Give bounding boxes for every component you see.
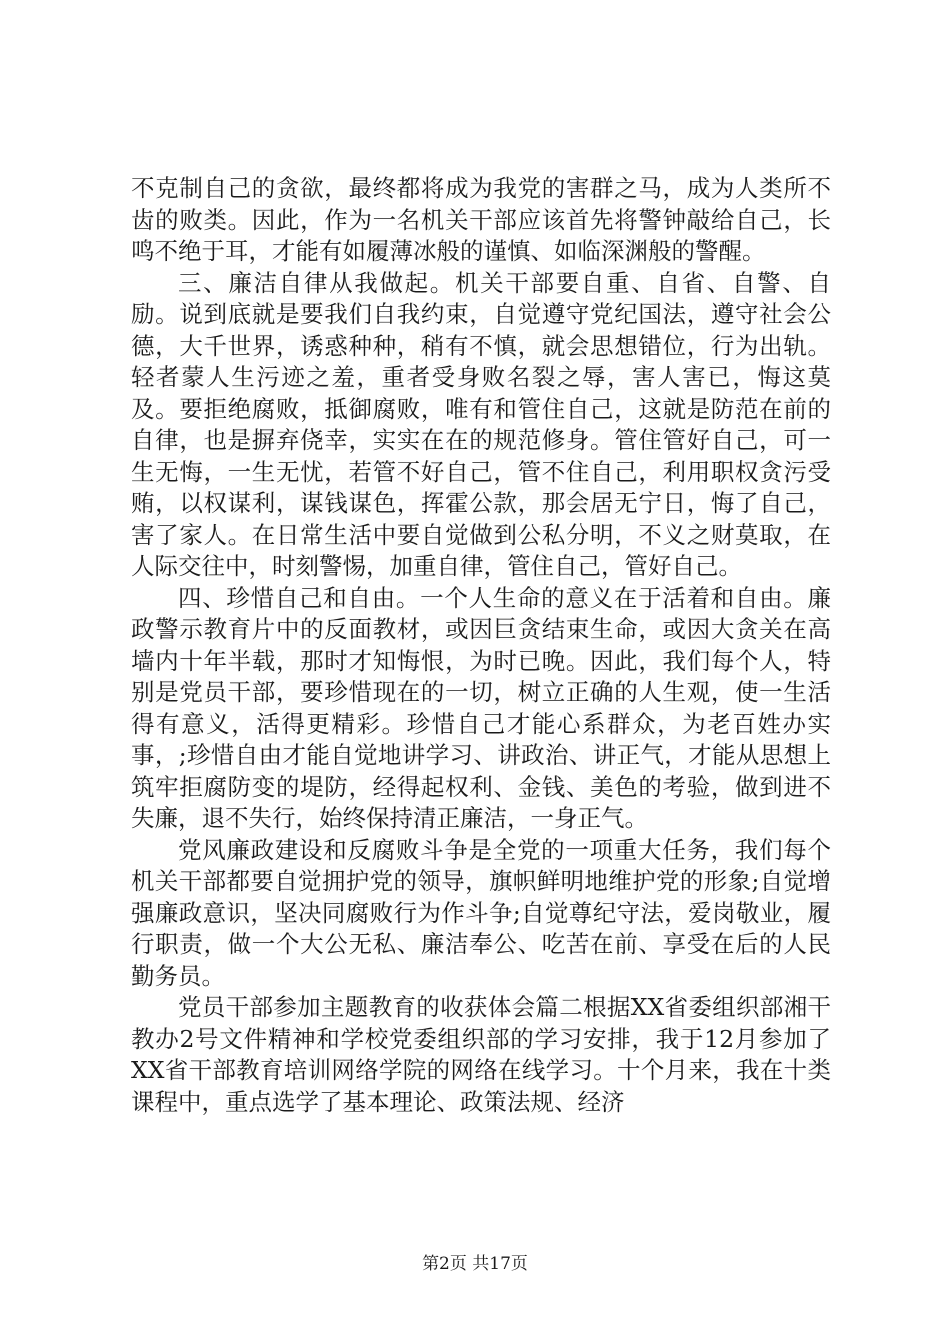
paragraph-conclusion: 党风廉政建设和反腐败斗争是全党的一项重大任务，我们每个机关干部都要自觉拥护党的领导，旗帜鲜明地维护党的形象;自觉增强廉政意识，坚决同腐败行为作斗争;自觉尊纪守法，爱岗敬业，履行职责，做一个大公无私、廉洁奉公、吃苦在前、享受在后的人民勤务员。 [131, 835, 831, 990]
page-number-footer: 第2页 共17页 [422, 1254, 528, 1274]
document-body [131, 173, 831, 1118]
paragraph-section-three: 三、廉洁自律从我做起。机关干部要自重、自省、自警、自励。说到底就是要我们自我约束，自觉遵守党纪国法，遵守社会公德，大千世界，诱惑种种，稍有不慎，就会思想错位，行为出轨。轻者蒙人生污迹之羞，重者受身败名裂之辱，害人害已，悔这莫及。要拒绝腐败，抵御腐败，唯有和管住自己，这就是防范在前的自律，也是摒弃侥幸，实实在在的规范修身。管住管好自己，可一生无悔，一生无忧，若管不好自己，管不住自己，利用职权贪污受贿，以权谋利，谋钱谋色，挥霍公款，那会居无宁日，悔了自己，害了家人。在日常生活中要自觉做到公私分明，不义之财莫取，在人际交往中，时刻警惕，加重自律，管住自己，管好自己。 [131, 268, 831, 580]
paragraph-continuation: 不克制自己的贪欲，最终都将成为我党的害群之马，成为人类所不齿的败类。因此，作为一名机关干部应该首先将警钟敲给自己，长鸣不绝于耳，才能有如履薄冰般的谨慎、如临深渊般的警醒。 [131, 174, 831, 265]
paragraph-article-two: 党员干部参加主题教育的收获体会篇二根据XX省委组织部湘干教办2号文件精神和学校党委组织部的学习安排，我于12月参加了XX省干部教育培训网络学院的网络在线学习。十个月来，我在十类课程中，重点选学了基本理论、政策法规、经济 [131, 993, 831, 1116]
paragraph-section-four: 四、珍惜自己和自由。一个人生命的意义在于活着和自由。廉政警示教育片中的反面教材，或因巨贪结束生命，或因大贪关在高墙内十年半载，那时才知悔恨，为时已晚。因此，我们每个人，特别是党员干部，要珍惜现在的一切，树立正确的人生观，使一生活得有意义，活得更精彩。珍惜自己才能心系群众，为老百姓办实事，;珍惜自由才能自觉地讲学习、讲政治、讲正气，才能从思想上筑牢拒腐防变的堤防，经得起权利、金钱、美色的考验，做到进不失廉，退不失行，始终保持清正廉洁，一身正气。 [131, 583, 831, 832]
